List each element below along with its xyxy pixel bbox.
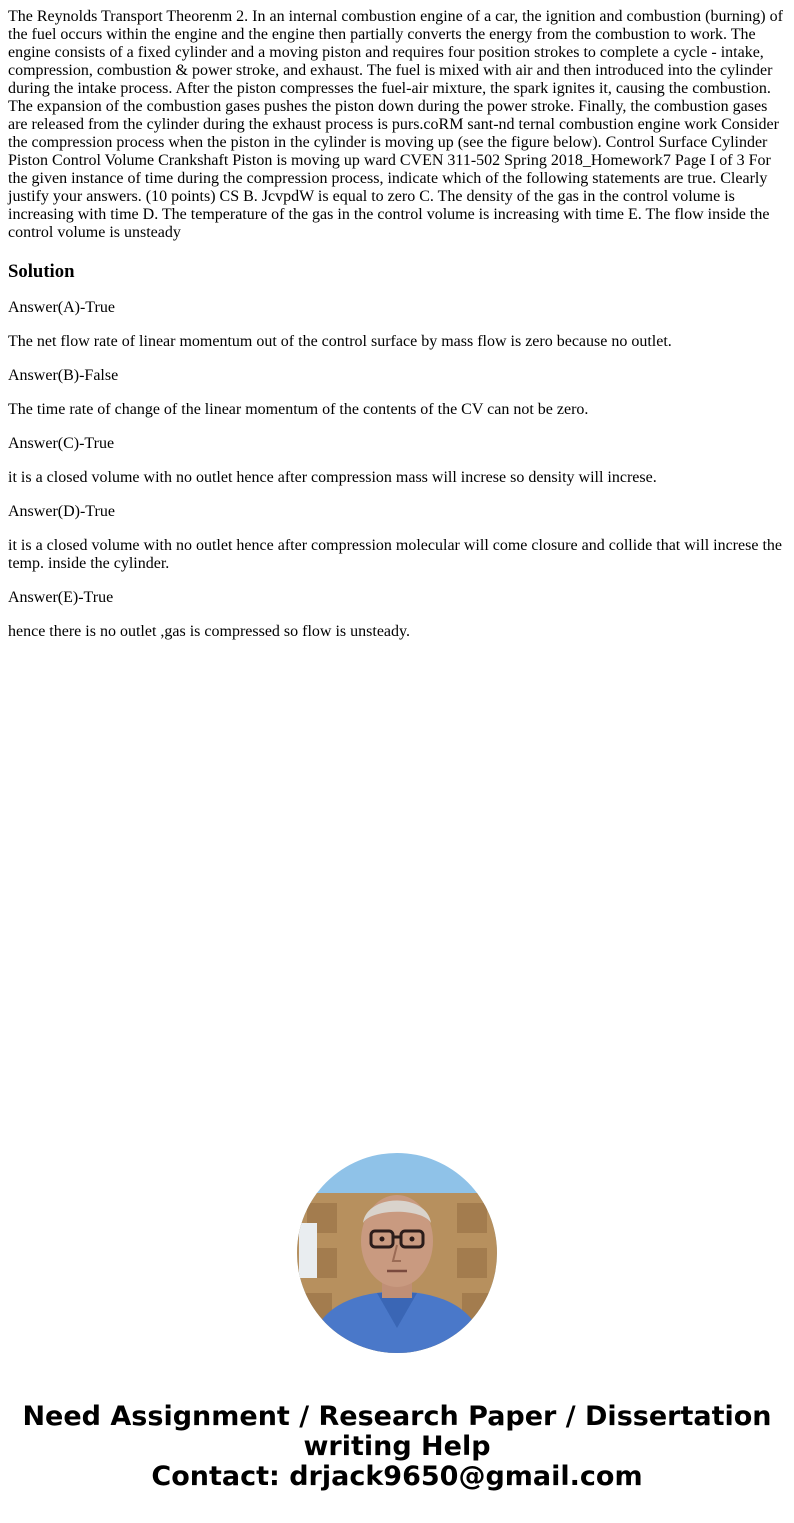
answer-e-label: Answer(E)-True — [8, 589, 114, 606]
answer-c-label: Answer(C)-True — [8, 435, 115, 452]
solution-heading: Solution — [8, 261, 75, 282]
author-photo — [297, 1153, 497, 1353]
answer-b-label: Answer(B)-False — [8, 367, 119, 384]
answers-list — [8, 299, 786, 641]
promo-line-2: writing Help — [303, 1431, 491, 1462]
promo-line-1: Need Assignment / Research Paper / Dissertation — [22, 1401, 772, 1432]
answer-d-explanation: it is a closed volume with no outlet hence after compression molecular will come closure and collide that will increse the temp. inside the cylinder. — [8, 537, 782, 572]
answer-c-explanation: it is a closed volume with no outlet hence after compression mass will increse so density will increse. — [8, 469, 657, 486]
answer-e-explanation: hence there is no outlet ,gas is compressed so flow is unsteady. — [8, 623, 410, 640]
answer-d-label: Answer(D)-True — [8, 503, 115, 520]
answer-b-explanation: The time rate of change of the linear momentum of the contents of the CV can not be zero. — [8, 401, 589, 418]
promo-contact: Contact: drjack9650@gmail.com — [151, 1461, 643, 1492]
answer-a-explanation: The net flow rate of linear momentum out of the control surface by mass flow is zero because no outlet. — [8, 333, 672, 350]
question-text: The Reynolds Transport Theorenm 2. In an internal combustion engine of a car, the ignition and combustion (burning) of the fuel occurs within the engine and the engine then partially converts the energy from the combustion to work. The engine consists of a fixed cylinder and a moving piston and requires four position strokes to complete a cycle - intake, compression, combustion & power stroke, and exhaust. The fuel is mixed with air and then introduced into the cylinder during the intake process. After the piston compresses the fuel-air mixture, the spark ignites it, causing the combustion. The expansion of the combustion gases pushes the piston down during the power stroke. Finally, the combustion gases are released from the cylinder during the exhaust process is purs.coRM sant-nd ternal combustion engine work Consider the compression process when the piston in the cylinder is moving up (see the figure below). Control Surface Cylinder Piston Control Volume Crankshaft Piston is moving up ward CVEN 311-502 Spring 2018_Homework7 Page I of 3 For the given instance of time during the compression process, indicate which of the following statements are true. Clearly justify your answers. (10 points) CS B. JcvpdW is equal to zero C. The density of the gas in the control volume is increasing with time D. The temperature of the gas in the control volume is increasing with time E. The flow inside the control volume is unsteady — [8, 8, 783, 241]
promo-banner — [0, 1402, 794, 1492]
answer-a-label: Answer(A)-True — [8, 299, 115, 316]
main-content — [8, 8, 786, 657]
